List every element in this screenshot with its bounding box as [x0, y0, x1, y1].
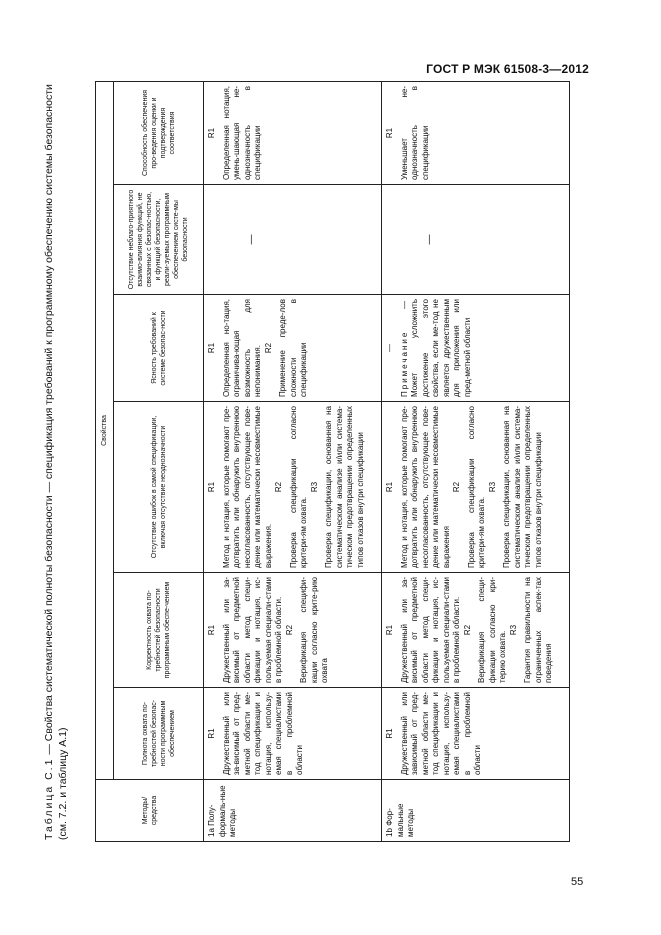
table-cell [204, 295, 382, 402]
caption-label: Таблица С.1 [43, 757, 55, 840]
corner-header: Методы/ средства [96, 780, 204, 842]
rating-label: R2 [284, 624, 294, 636]
document-header: ГОСТ Р МЭК 61508-3—2012 [426, 62, 589, 76]
cell-text: Дружественный или за-висимый от пред-метной области ме-тод спецификации и нотация, использу-емая специалистами в проблемной области [221, 692, 304, 775]
column-header: Способность обеспечения про-ведения оценки и подтверждения соответствия [114, 82, 204, 185]
cell-text: Определенная но-тация, ограничива-ющая возможность для непонимания. [221, 299, 262, 397]
table-cell [204, 402, 382, 573]
caption-ref: (см. 7.2. и таблицу А.1) [57, 727, 69, 840]
rating-label: — [385, 344, 394, 352]
rating-label: R3 [487, 481, 497, 493]
column-header: Ясность требований к системе безопас-ности [114, 295, 204, 402]
rating-label: R1 [385, 728, 394, 739]
table-header-row [96, 82, 114, 842]
column-headers [114, 82, 204, 842]
cell-text [400, 299, 474, 397]
rating-label: R3 [508, 624, 518, 636]
rating-label: R1 [207, 127, 216, 139]
cell-text: Проверка спецификации, основанная на систематическом анализе и/или система-тическом предотвращении определенных типов отказов внутри спецификации [324, 406, 365, 568]
caption-text: — Свойства систематической полноты безопасности — спецификация требований к программному обеспечению системы безопасности [43, 84, 55, 758]
cell-text: Применение преде-лов сложности в спецификации [278, 299, 308, 397]
rating-label: R2 [263, 342, 273, 354]
table-cell [382, 295, 570, 402]
table-cell [382, 688, 570, 780]
cell-text: Метод и нотация, которые помогают пре-дотвратить или обнаружить внутреннюю несогласованность, отсутствующее пове-дение или математически несовместимые выражения [399, 406, 451, 568]
empty-dash: — [246, 234, 257, 245]
rating-label: R1 [207, 728, 216, 739]
column-header: Корректность охвата по-требностей безопасности программным обеспе-чением [114, 573, 204, 688]
column-header: Отсутствие ошибок в самой спецификации, включая отсутствие неоднозначности [114, 402, 204, 573]
rating-label: R2 [274, 481, 283, 493]
rating-label: R1 [385, 481, 394, 493]
cell-text: Метод и нотация, которые помогают пре-дотвратить или обнаружить внутреннюю несогласованность, отсутствующее пове-дение или математически несовместимые выражения. [221, 406, 273, 568]
table-caption [42, 80, 70, 840]
cell-text: Дружественный или за-висимый от предметной области метод специ-фикации и нотация, ис-пользуемая специали-стами в проблемной области. [221, 577, 283, 683]
table-cell [204, 573, 382, 688]
table-cell [382, 82, 570, 185]
rating-label: R3 [309, 481, 319, 493]
table-cell [382, 402, 570, 573]
rating-label: R2 [452, 481, 461, 493]
cell-text: Проверка спецификации согласно критери-ям охвата. [288, 406, 308, 568]
cell-text: Верификация специ-фикации согласно кри-терию охвата. [477, 577, 507, 683]
table-cell [382, 185, 570, 295]
cell-text: Уменьшает не-однозначность в спецификации [399, 86, 430, 180]
cell-text: Определенная нотация, умень-шающая не-однозначность в спецификации [221, 86, 262, 180]
empty-dash: — [424, 234, 435, 245]
rating-label: R2 [462, 624, 472, 636]
row-method: 1a Полу-формаль-ные методы [204, 780, 382, 842]
cell-text: Гарантия правильности на ограниченных аспек-тах поведения [523, 577, 553, 683]
table-cell [204, 688, 382, 780]
rating-label: R1 [207, 342, 216, 354]
table-row [382, 82, 570, 842]
cell-text: Проверка спецификации, основанная на систематическом анализе и/или система-тическом предотвращении определенных типов отказов внутри спецификации [502, 406, 543, 568]
cell-text: Дружественный или зависимый от пред-метной области ме-тод спецификации и нотация, использу-емая специалистами в проблемной области [399, 692, 482, 775]
rating-label: R1 [385, 127, 394, 139]
note-text: Может усложнить достижение этого свойства, если ме-тод не является дружественным для приложения или пред-метной области [410, 299, 472, 397]
cell-text: Верификация специфи-кации согласно крите-рию охвата [299, 577, 329, 683]
table-cell [204, 82, 382, 185]
table-cell [382, 573, 570, 688]
note-label: Примечание — [399, 299, 409, 397]
table-cell [204, 185, 382, 295]
cell-text: Дружественный или за-висимый от предметной области метод специ-фикации и нотация, ис-пользуемая специали-стами в проблемной области. [399, 577, 461, 683]
rating-label: R1 [385, 624, 394, 636]
column-header: Полнота охвата по-требностей безопас-ности программным обеспечением [114, 688, 204, 780]
page-number: 55 [571, 876, 584, 888]
properties-header: Свойства [96, 82, 114, 780]
properties-table [95, 82, 569, 842]
cell-text: Проверка спецификации согласно критери-ям охвата. [466, 406, 486, 568]
table-row [204, 82, 382, 842]
rating-label: R1 [207, 624, 216, 636]
row-method: 1b Фор-мальные методы [382, 780, 570, 842]
rating-label: R1 [207, 481, 216, 493]
column-header: Отсутствие неблаго-приятного взаимо-влияния функций, не связанных с безопас-ностью, и функций безопасности, реали-зуемых программным обеспечением систе-мы безопасности [114, 185, 204, 295]
